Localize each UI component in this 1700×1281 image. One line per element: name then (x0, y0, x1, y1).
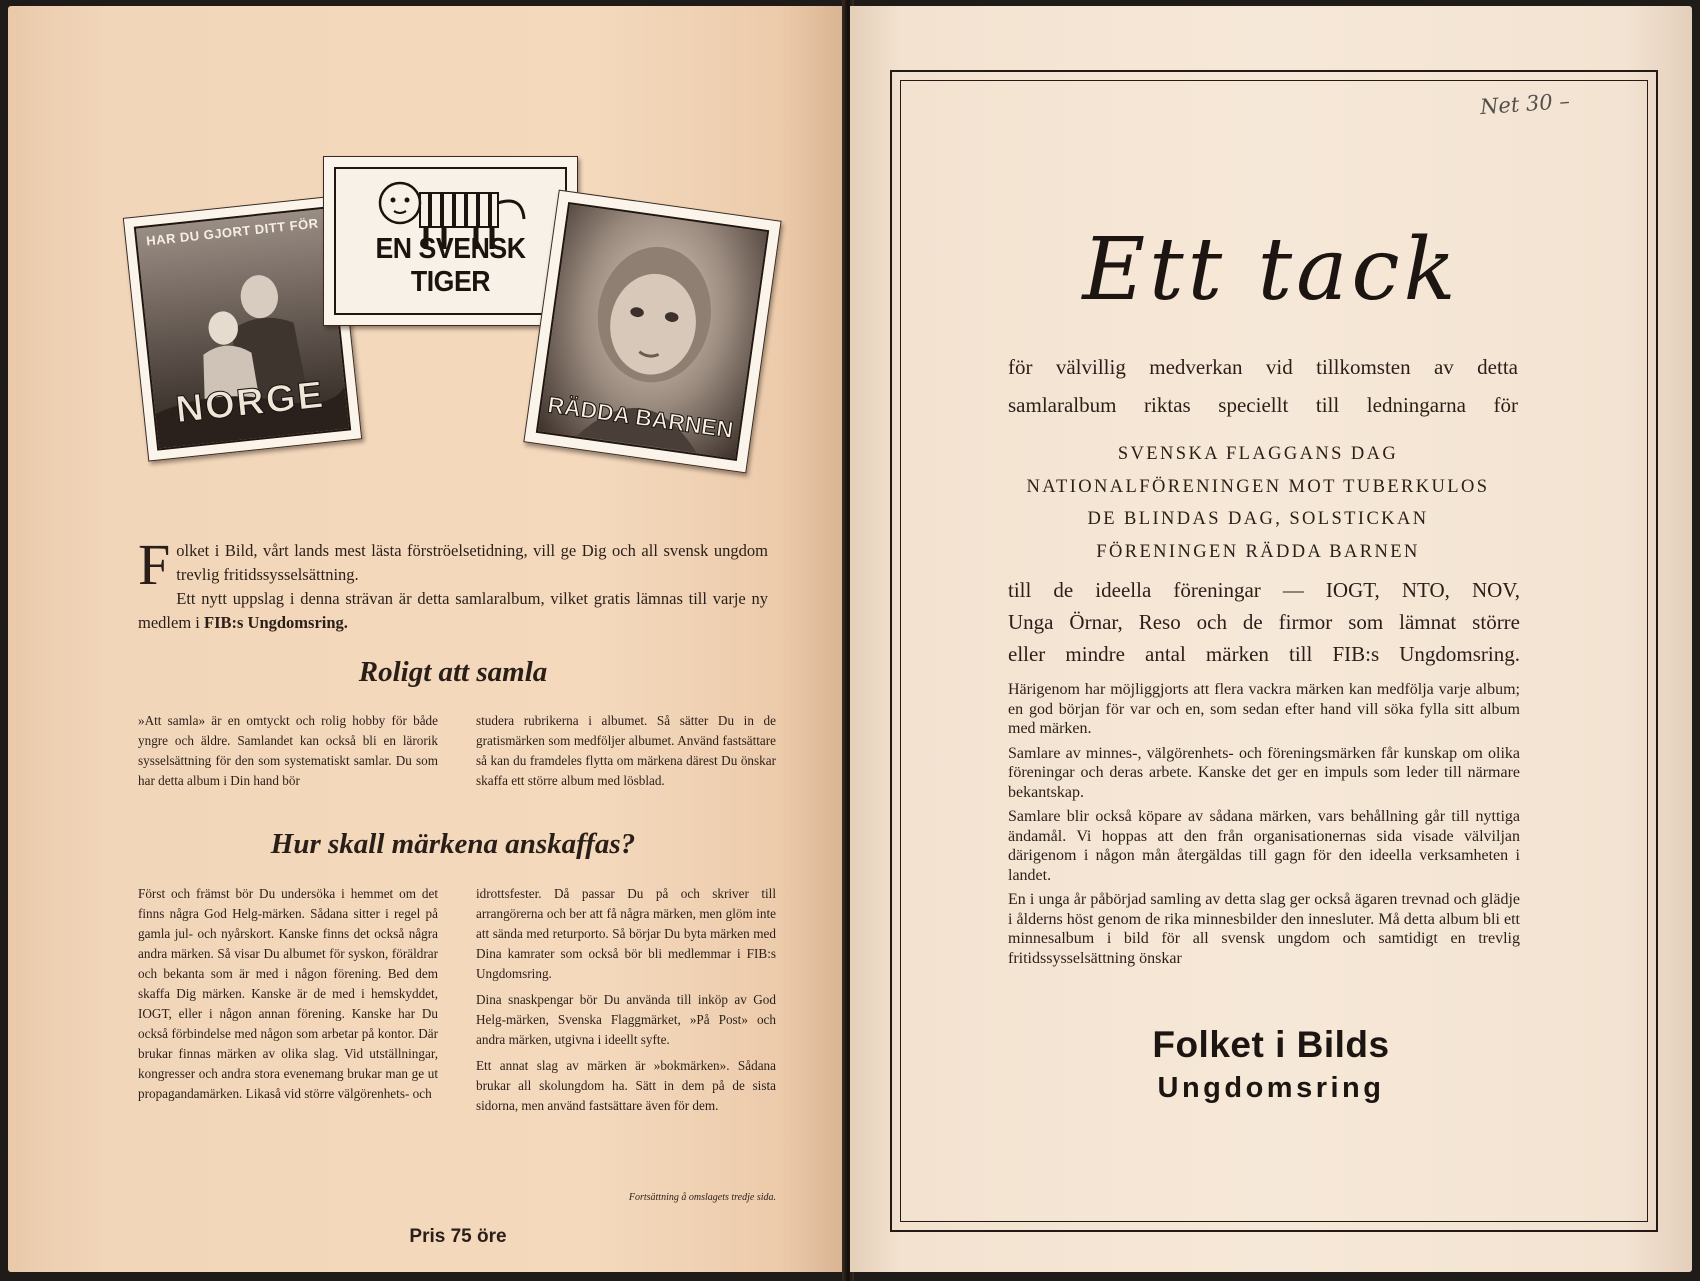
organization-item: SVENSKA FLAGGANS DAG (1117, 444, 1399, 464)
intro-line-2: Ett nytt uppslag i denna strävan är detta samlaralbum, vilket gratis lämnas till varje ny medlem i (138, 589, 768, 632)
page-title: Ett tack (1082, 220, 1460, 320)
roligt-column-left: »Att samla» är en omtyckt och rolig hobby för både yngre och äldre. Samlandet kan också bli en lärorik sysselsättning för den som systematiskt samlar. Du som har detta album i Din hand bör (138, 713, 438, 788)
thanks-paragraph-4: En i unga år påbörjad samling av detta slag ger också ägaren trevnad och glädje i ålderns höst genom de rika minnesbilder den innesluter. Må detta album bli ett minnesalbum i bild för all svensk ungdom och samtidigt en trevlig fritidssysselsättning önskar (1008, 891, 1520, 967)
stamp-svensk-tiger (323, 156, 578, 326)
heading-hur-skall-markena-anskaffas: Hur skall märkena anskaffas? (270, 828, 636, 860)
thanks-paragraph-3: Samlare blir också köpare av sådana märken, vars behållning går till nyttiga ändamål. Vi hoppas att den från organisationernas sida visade välviljan därigenom i någon mån återgäldas till gagn för den ideella verksamheten i landet. (1008, 808, 1520, 884)
thanks-paragraph-2: Samlare av minnes-, välgörenhets- och föreningsmärken får kunskap om olika föreningar och deras arbete. Kanske det ger en impuls som leder till närmare bekantskap. (1008, 744, 1520, 801)
heading-roligt-att-samla: Roligt att samla (358, 656, 548, 688)
signature-line-1: Folket i Bilds (1152, 1024, 1390, 1065)
thanks-body (1008, 680, 1520, 973)
right-page (850, 6, 1692, 1272)
hur-paragraph-3: Ett annat slag av märken är »bokmärken». Sådana brukar all skolungdom ha. Sätt in dem på de sista sidorna, men använd fastsättare även för dem. (476, 1058, 776, 1113)
thanks-intro-line-1: för välvillig medverkan vid tillkomsten av detta (1008, 355, 1518, 379)
ideella-paragraph (1008, 574, 1520, 670)
norge-bottom-text: NORGE (173, 373, 327, 432)
ideella-line-2: Unga Örnar, Reso och de firmor som lämnat större (1008, 610, 1520, 634)
thanks-intro (1008, 348, 1518, 424)
ideella-line-1: till de ideella föreningar — IOGT, NTO, NOV, (1008, 578, 1520, 602)
price-label: Pris 75 öre (409, 1226, 507, 1247)
organization-item: DE BLINDAS DAG, SOLSTICKAN (1087, 509, 1429, 529)
hur-column-left: Först och främst bör Du undersöka i hemmet om det finns några God Helg-märken. Sådana sitter i regel på gamla jul- och nyårskort. Kanske finns det också några andra märken. Så visar Du albumet för syskon, föräldrar och bekanta som är med i någon förening. Bed dem skaffa Dig märken. Kanske är de med i hemskyddet, IOGT, eller i någon annan förening. Kanske har Du också förbindelse med någon som arbetar på kontor. Där brukar finnas märken av olika slag. Vid utställningar, kongresser och andra stora evenemang brukar man ge ut propagandamärken. Likaså vid större välgörenhets- och (138, 886, 438, 1101)
organization-list (958, 438, 1558, 568)
roligt-column-right: studera rubrikerna i albumet. Så sätter Du in de gratismärken som medföljer albumet. Använd fastsättare så kan du framdeles flytta om märkena därest Du önskar skaffa ett större album med lösblad. (476, 713, 776, 788)
radda-stamp-text: RÄDDA BARNEN (546, 391, 735, 444)
hur-columns (138, 884, 776, 1122)
handwritten-note: Net 30 – (1479, 88, 1571, 120)
thanks-intro-line-2: samlaralbum riktas speciellt till ledningarna för (1008, 393, 1518, 417)
signature-line-2: Ungdomsring (1157, 1072, 1385, 1104)
intro-line-1: olket i Bild, vårt lands mest lästa förströelsetidning, vill ge Dig och all svensk ungdom trevlig fritidssysselsättning. (176, 541, 768, 584)
organization-item: NATIONALFÖRENINGEN MOT TUBERKULOS (1026, 476, 1490, 497)
stamp-radda-barnen (523, 190, 781, 474)
intro-ungdomsring: FIB:s Ungdomsring. (203, 613, 348, 632)
ideella-line-3: eller mindre antal märken till FIB:s Ungdomsring. (1008, 642, 1520, 666)
roligt-columns (138, 711, 776, 791)
hur-column-right (476, 884, 776, 1122)
hur-paragraph-1: idrottsfester. Då passar Du på och skriver till arrangörerna och ber att få några märken, men glöm inte att sända med returporto. Så börjar Du byta märken med Dina kamrater som också bör bli medlemmar i FIB:s Ungdomsring. (476, 886, 776, 981)
continuation-note: Fortsättning å omslagets tredje sida. (628, 1192, 776, 1203)
thanks-paragraph-1: Härigenom har möjliggjorts att flera vackra märken kan medfölja varje album; en god början för var och en, som sedan efter hand vill söka fylla sitt album med märken. (1008, 681, 1520, 737)
intro-paragraph (138, 532, 768, 635)
left-page (8, 6, 846, 1272)
tiger-stamp-text: EN SVENSK TIGER (375, 233, 526, 298)
drop-cap: F (138, 532, 171, 597)
organization-item: FÖRENINGEN RÄDDA BARNEN (1096, 541, 1420, 562)
hur-paragraph-2: Dina snaskpengar bör Du använda till inköp av God Helg-märken, Svenska Flaggmärket, »På Post» och andra märken, utgivna i ideellt syfte. (476, 992, 776, 1047)
norge-top-text: HAR DU GJORT DITT FÖR (145, 215, 320, 249)
